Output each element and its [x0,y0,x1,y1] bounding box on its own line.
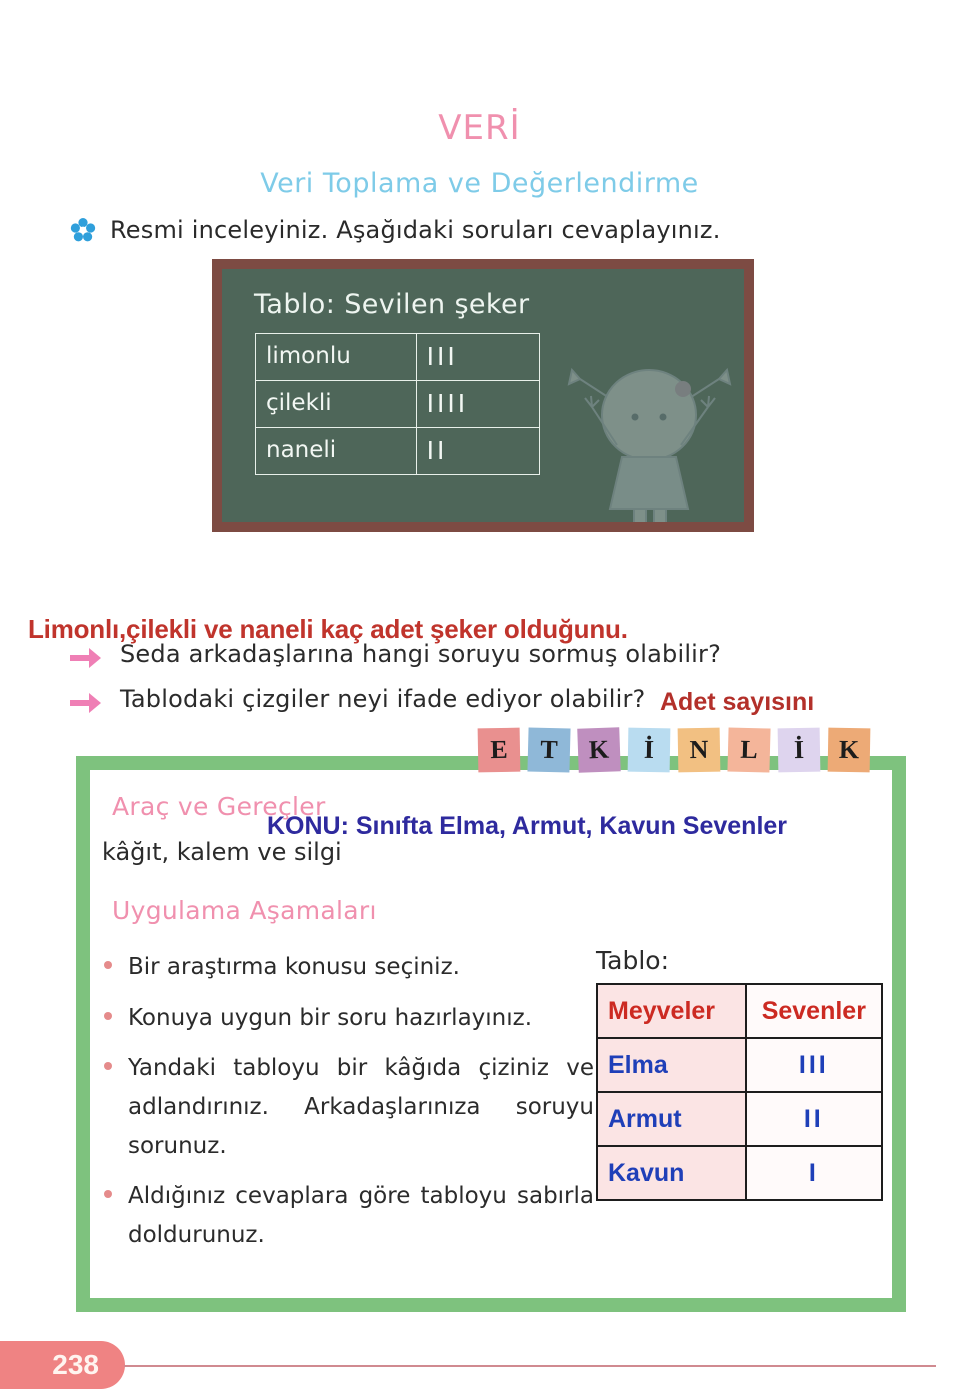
arrow-right-icon [68,691,102,715]
footer-divider [124,1365,936,1367]
table-header-row [597,984,882,1038]
bullet-dot-icon [104,1190,112,1198]
step-text: Yandaki tabloyu bir kâğıda çiziniz ve adlandırınız. Arkadaşlarınıza soruyu sorunuz. [128,1055,594,1159]
materials-heading: Araç ve Gereçler [112,792,326,821]
page-number-tab [0,1341,125,1389]
banner-letter-tile: İ [778,728,821,773]
banner-letter-tile: İ [628,728,671,773]
blackboard-caption: Tablo: Sevilen şeker [254,289,530,320]
fruit-name: Armut [597,1092,746,1146]
fruit-name: Elma [597,1038,746,1092]
candy-tally: II [416,428,539,475]
page-number: 238 [52,1349,99,1380]
instruction-row [70,216,721,244]
fruit-name: Kavun [597,1146,746,1200]
table-row [256,381,540,428]
blackboard-table [255,333,540,475]
table-row [597,1146,882,1200]
arrow-right-icon [68,646,102,670]
column-header-sevenler: Sevenler [746,984,882,1038]
bullet-dot-icon [104,1012,112,1020]
candy-label: çilekli [256,381,417,428]
page-title: VERİ [438,108,521,148]
list-item [104,1049,594,1165]
table-row [597,1092,882,1146]
list-item [104,999,594,1038]
answer-annotation-adet: Adet sayısını [660,688,815,716]
table-row [597,1038,882,1092]
banner-letter-tile: K [577,727,621,772]
step-text: Aldığınız cevaplara göre tabloyu sabırla doldurunuz. [128,1183,594,1248]
fruit-table-section [596,946,883,1201]
blackboard-surface [222,269,744,522]
fruit-tally: II [746,1092,882,1146]
question-text: Seda arkadaşlarına hangi soruyu sormuş olabilir? [120,640,722,668]
fruit-tally: III [746,1038,882,1092]
activity-box [76,756,906,1312]
bullet-dot-icon [104,961,112,969]
table-row [256,428,540,475]
banner-letter-tile: N [678,728,721,773]
blackboard [212,259,754,532]
step-text: Bir araştırma konusu seçiniz. [128,954,460,980]
list-item [104,1177,594,1254]
materials-text: kâğıt, kalem ve silgi [102,838,342,866]
banner-letter-tile: E [478,728,521,773]
candy-tally: IIII [416,381,539,428]
answer-annotation-primary: Limonlı,çilekli ve naneli kaç adet şeker olduğunu. [28,614,628,644]
girl-illustration-icon [562,349,737,522]
etkinlik-banner [478,728,870,772]
candy-tally: III [416,334,539,381]
candy-label: naneli [256,428,417,475]
instruction-text: Resmi inceleyiniz. Aşağıdaki soruları cevaplayınız. [110,216,721,244]
table-row [256,334,540,381]
list-item [104,948,594,987]
banner-letter-tile: K [828,728,871,773]
bullet-dot-icon [104,1062,112,1070]
question-item-1 [68,640,721,670]
fruit-tally: I [746,1146,882,1200]
banner-letter-tile: L [727,727,770,772]
steps-heading: Uygulama Aşamaları [112,896,377,925]
answer-annotation-konu: KONU: Sınıfta Elma, Armut, Kavun Sevenler [267,812,788,840]
page-subtitle: Veri Toplama ve Değerlendirme [260,168,699,199]
question-item-2 [68,685,646,715]
banner-letter-tile: T [527,727,570,772]
fruit-table [596,983,883,1201]
flower-icon [70,217,96,243]
question-text: Tablodaki çizgiler neyi ifade ediyor olabilir? [120,685,646,713]
steps-list [104,948,594,1266]
step-text: Konuya uygun bir soru hazırlayınız. [128,1004,533,1031]
candy-label: limonlu [256,334,417,381]
column-header-meyveler: Meyveler [597,984,746,1038]
activity-content [90,770,892,1298]
fruit-table-caption: Tablo: [596,946,669,975]
